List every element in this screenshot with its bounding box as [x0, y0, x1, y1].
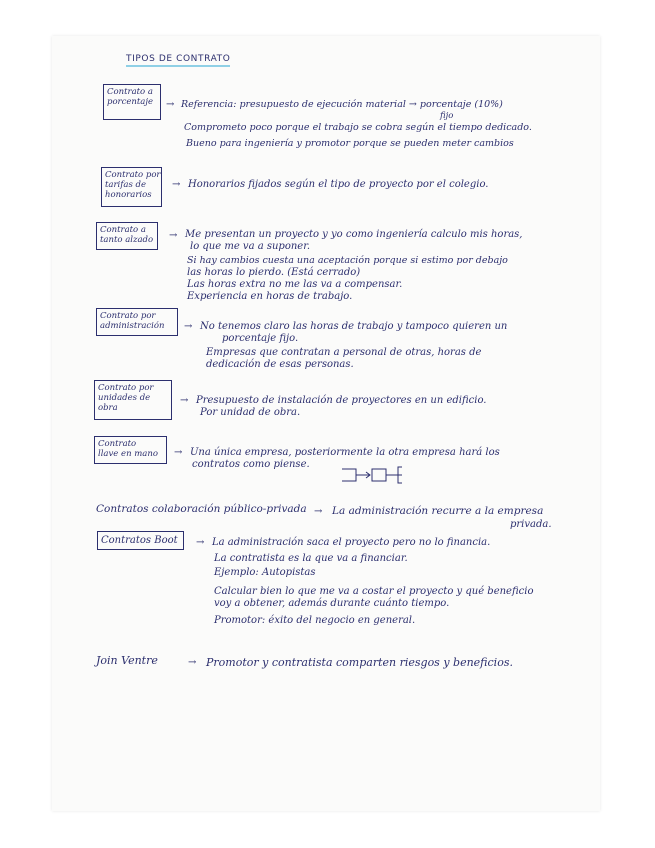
- box-contrato-llave-en-mano: [94, 436, 167, 464]
- note-line: dedicación de esas personas.: [206, 359, 354, 370]
- arrow-icon: →: [169, 230, 178, 241]
- box-label-line: Contrato: [98, 439, 137, 449]
- page-title: TIPOS DE CONTRATO: [126, 54, 230, 67]
- arrow-icon: →: [188, 657, 197, 668]
- box-label-line: Contrato por: [98, 383, 154, 393]
- arrow-icon: →: [174, 447, 183, 458]
- arrow-icon: →: [196, 537, 205, 548]
- note-line: Las horas extra no me las va a compensar.: [187, 279, 403, 290]
- box-label-line: administración: [100, 321, 165, 331]
- ppp-line: La administración recurre a la empresa: [332, 505, 544, 517]
- ppp-line: privada.: [510, 519, 552, 530]
- box-label-line: unidades de: [98, 393, 151, 403]
- arrow-icon: →: [184, 321, 193, 332]
- box-label-line: tanto alzado: [100, 235, 154, 245]
- note-line: las horas lo pierdo. (Está cerrado): [187, 267, 361, 278]
- note-line: Ejemplo: Autopistas: [214, 567, 316, 578]
- note-line: voy a obtener, además durante cuánto tiempo.: [214, 598, 450, 609]
- note-line: Experiencia en horas de trabajo.: [187, 291, 353, 302]
- arrow-icon: →: [180, 395, 189, 406]
- note-line: Bueno para ingeniería y promotor porque se pueden meter cambios: [186, 138, 514, 149]
- notebook-page: [52, 36, 600, 811]
- box-label-line: obra: [98, 403, 118, 413]
- box-label-line: Contrato por: [100, 311, 156, 321]
- box-label-line: Contratos Boot: [101, 535, 178, 546]
- box-label-line: Contrato a: [107, 87, 153, 97]
- handover-sketch-icon: [340, 463, 412, 487]
- joint-text: Promotor y contratista comparten riesgos y beneficios.: [206, 656, 513, 669]
- box-label-line: tarifas de: [105, 180, 147, 190]
- note-line: Si hay cambios cuesta una aceptación porque si estimo por debajo: [187, 255, 508, 266]
- note-line: Presupuesto de instalación de proyectores en un edificio.: [196, 395, 487, 406]
- note-line: La contratista es la que va a financiar.: [214, 553, 408, 564]
- note-line: La administración saca el proyecto pero no lo financia.: [212, 537, 491, 548]
- note-line: contratos como piense.: [192, 459, 310, 470]
- box-label-line: llave en mano: [98, 449, 158, 459]
- box-contrato-tarifas: [101, 167, 162, 207]
- box-contrato-administracion: [96, 308, 178, 336]
- box-label-line: Contrato a: [100, 225, 146, 235]
- note-line: porcentaje fijo.: [222, 333, 299, 344]
- note-line: Calcular bien lo que me va a costar el proyecto y qué beneficio: [214, 586, 534, 597]
- note-line: Empresas que contratan a personal de otras, horas de: [206, 347, 482, 358]
- box-contrato-tanto-alzado: [96, 222, 158, 250]
- note-line: No tenemos claro las horas de trabajo y tampoco quieren un: [200, 321, 508, 332]
- box-label-line: Contrato por: [105, 170, 161, 180]
- note-line: Me presentan un proyecto y yo como ingeniería calculo mis horas,: [185, 229, 523, 240]
- arrow-icon: →: [166, 99, 175, 110]
- box-contratos-boot: [97, 531, 184, 550]
- note-line: Promotor: éxito del negocio en general.: [214, 615, 416, 626]
- box-label-line: honorarios: [105, 190, 152, 200]
- note-line: Referencia: presupuesto de ejecución material → porcentaje (10%): [181, 99, 503, 110]
- arrow-icon: →: [314, 506, 323, 517]
- box-label-line: porcentaje: [107, 97, 154, 107]
- box-contrato-porcentaje: [103, 84, 161, 120]
- arrow-icon: →: [172, 179, 181, 190]
- note-line: Comprometo poco porque el trabajo se cobra según el tiempo dedicado.: [184, 122, 532, 133]
- note-line: Honorarios fijados según el tipo de proyecto por el colegio.: [188, 179, 489, 190]
- note-line: lo que me va a suponer.: [190, 241, 311, 252]
- joint-label: Join Ventre: [96, 654, 158, 667]
- box-contrato-unidades-obra: [94, 380, 172, 420]
- ppp-label: Contratos colaboración público-privada: [96, 503, 307, 515]
- note-line: Por unidad de obra.: [200, 407, 301, 418]
- note-line: fijo: [440, 111, 454, 121]
- note-line: Una única empresa, posteriormente la otra empresa hará los: [190, 447, 500, 458]
